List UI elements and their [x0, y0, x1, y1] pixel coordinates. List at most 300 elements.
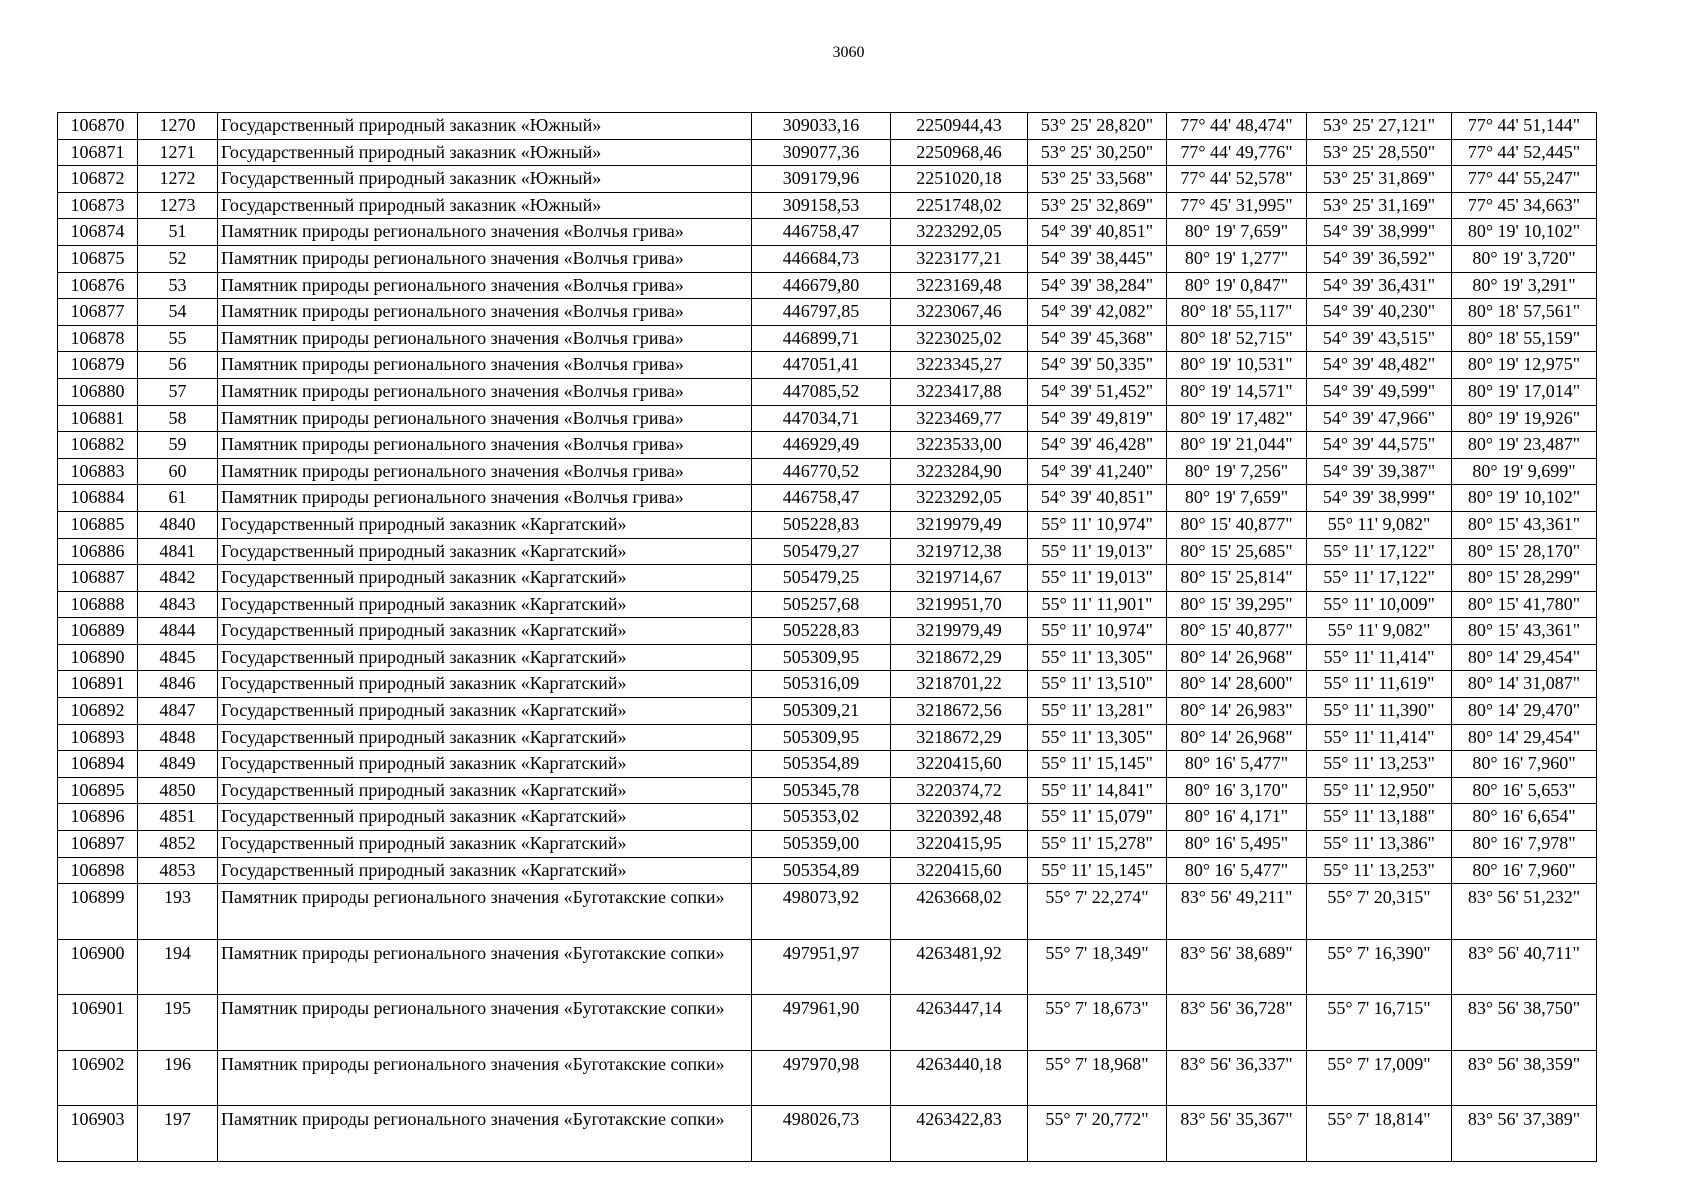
longitude-2-cell: 83° 56' 40,711" — [1452, 939, 1597, 995]
x-coordinate-cell: 446797,85 — [752, 299, 891, 326]
point-number-cell: 4844 — [138, 618, 218, 645]
coordinates-table — [57, 112, 1597, 1162]
longitude-2-cell: 80° 14' 31,087" — [1452, 671, 1597, 698]
record-number-cell: 106883 — [58, 458, 138, 485]
x-coordinate-cell: 497961,90 — [752, 995, 891, 1051]
latitude-1-cell: 54° 39' 45,368" — [1028, 325, 1167, 352]
y-coordinate-cell: 3218701,22 — [891, 671, 1028, 698]
object-name-cell: Памятник природы регионального значения «Волчья грива» — [218, 219, 752, 246]
longitude-1-cell: 83° 56' 36,337" — [1167, 1050, 1307, 1106]
longitude-2-cell: 80° 16' 7,960" — [1452, 857, 1597, 884]
object-name-cell: Государственный природный заказник «Южный» — [218, 139, 752, 166]
point-number-cell: 4851 — [138, 804, 218, 831]
point-number-cell: 1271 — [138, 139, 218, 166]
y-coordinate-cell: 3223025,02 — [891, 325, 1028, 352]
latitude-1-cell: 55° 7' 18,673" — [1028, 995, 1167, 1051]
y-coordinate-cell: 2251748,02 — [891, 192, 1028, 219]
table-row — [58, 831, 1597, 858]
longitude-2-cell: 83° 56' 37,389" — [1452, 1106, 1597, 1162]
longitude-2-cell: 80° 16' 7,960" — [1452, 751, 1597, 778]
x-coordinate-cell: 505345,78 — [752, 777, 891, 804]
record-number-cell: 106871 — [58, 139, 138, 166]
record-number-cell: 106874 — [58, 219, 138, 246]
point-number-cell: 1270 — [138, 113, 218, 140]
latitude-1-cell: 53° 25' 30,250" — [1028, 139, 1167, 166]
longitude-2-cell: 83° 56' 38,359" — [1452, 1050, 1597, 1106]
longitude-1-cell: 77° 44' 52,578" — [1167, 166, 1307, 193]
object-name-cell: Памятник природы регионального значения «Волчья грива» — [218, 325, 752, 352]
point-number-cell: 194 — [138, 939, 218, 995]
record-number-cell: 106877 — [58, 299, 138, 326]
longitude-2-cell: 80° 19' 3,720" — [1452, 245, 1597, 272]
point-number-cell: 4847 — [138, 698, 218, 725]
x-coordinate-cell: 446758,47 — [752, 485, 891, 512]
record-number-cell: 106898 — [58, 857, 138, 884]
x-coordinate-cell: 498073,92 — [752, 884, 891, 940]
table-row — [58, 777, 1597, 804]
latitude-1-cell: 54° 39' 50,335" — [1028, 352, 1167, 379]
table-row — [58, 245, 1597, 272]
longitude-2-cell: 80° 15' 28,299" — [1452, 565, 1597, 592]
longitude-1-cell: 83° 56' 36,728" — [1167, 995, 1307, 1051]
y-coordinate-cell: 2251020,18 — [891, 166, 1028, 193]
point-number-cell: 57 — [138, 378, 218, 405]
latitude-1-cell: 55° 11' 13,305" — [1028, 644, 1167, 671]
latitude-1-cell: 55° 11' 13,305" — [1028, 724, 1167, 751]
x-coordinate-cell: 447051,41 — [752, 352, 891, 379]
latitude-2-cell: 55° 11' 13,253" — [1307, 751, 1452, 778]
object-name-cell: Государственный природный заказник «Каргатский» — [218, 538, 752, 565]
y-coordinate-cell: 3219712,38 — [891, 538, 1028, 565]
longitude-1-cell: 80° 16' 5,495" — [1167, 831, 1307, 858]
x-coordinate-cell: 446758,47 — [752, 219, 891, 246]
longitude-2-cell: 80° 16' 7,978" — [1452, 831, 1597, 858]
latitude-2-cell: 55° 11' 13,188" — [1307, 804, 1452, 831]
longitude-2-cell: 77° 45' 34,663" — [1452, 192, 1597, 219]
point-number-cell: 4846 — [138, 671, 218, 698]
latitude-2-cell: 54° 39' 47,966" — [1307, 405, 1452, 432]
table-row — [58, 432, 1597, 459]
latitude-2-cell: 55° 11' 17,122" — [1307, 538, 1452, 565]
latitude-1-cell: 55° 11' 15,079" — [1028, 804, 1167, 831]
point-number-cell: 61 — [138, 485, 218, 512]
point-number-cell: 53 — [138, 272, 218, 299]
latitude-2-cell: 54° 39' 36,592" — [1307, 245, 1452, 272]
table-row — [58, 352, 1597, 379]
x-coordinate-cell: 446929,49 — [752, 432, 891, 459]
point-number-cell: 4849 — [138, 751, 218, 778]
longitude-1-cell: 80° 19' 7,659" — [1167, 219, 1307, 246]
point-number-cell: 58 — [138, 405, 218, 432]
latitude-2-cell: 54° 39' 38,999" — [1307, 485, 1452, 512]
record-number-cell: 106872 — [58, 166, 138, 193]
record-number-cell: 106896 — [58, 804, 138, 831]
longitude-1-cell: 80° 16' 5,477" — [1167, 751, 1307, 778]
latitude-1-cell: 55° 11' 19,013" — [1028, 565, 1167, 592]
longitude-1-cell: 80° 15' 40,877" — [1167, 511, 1307, 538]
object-name-cell: Памятник природы регионального значения «Буготакские сопки» — [218, 995, 752, 1051]
y-coordinate-cell: 3223533,00 — [891, 432, 1028, 459]
record-number-cell: 106889 — [58, 618, 138, 645]
point-number-cell: 4842 — [138, 565, 218, 592]
y-coordinate-cell: 3219979,49 — [891, 618, 1028, 645]
latitude-2-cell: 54° 39' 38,999" — [1307, 219, 1452, 246]
longitude-1-cell: 83° 56' 49,211" — [1167, 884, 1307, 940]
y-coordinate-cell: 3223169,48 — [891, 272, 1028, 299]
longitude-2-cell: 80° 15' 43,361" — [1452, 511, 1597, 538]
longitude-1-cell: 80° 14' 28,600" — [1167, 671, 1307, 698]
object-name-cell: Памятник природы регионального значения «Волчья грива» — [218, 299, 752, 326]
object-name-cell: Памятник природы регионального значения «Буготакские сопки» — [218, 1106, 752, 1162]
longitude-2-cell: 80° 14' 29,454" — [1452, 644, 1597, 671]
x-coordinate-cell: 505309,95 — [752, 644, 891, 671]
record-number-cell: 106903 — [58, 1106, 138, 1162]
x-coordinate-cell: 497970,98 — [752, 1050, 891, 1106]
record-number-cell: 106894 — [58, 751, 138, 778]
object-name-cell: Памятник природы регионального значения «Волчья грива» — [218, 432, 752, 459]
latitude-1-cell: 55° 11' 11,901" — [1028, 591, 1167, 618]
x-coordinate-cell: 505228,83 — [752, 618, 891, 645]
x-coordinate-cell: 309077,36 — [752, 139, 891, 166]
y-coordinate-cell: 4263422,83 — [891, 1106, 1028, 1162]
latitude-2-cell: 54° 39' 44,575" — [1307, 432, 1452, 459]
latitude-2-cell: 55° 11' 11,619" — [1307, 671, 1452, 698]
longitude-1-cell: 80° 16' 5,477" — [1167, 857, 1307, 884]
x-coordinate-cell: 446770,52 — [752, 458, 891, 485]
table-row — [58, 995, 1597, 1051]
latitude-2-cell: 53° 25' 28,550" — [1307, 139, 1452, 166]
y-coordinate-cell: 4263481,92 — [891, 939, 1028, 995]
latitude-1-cell: 55° 11' 15,278" — [1028, 831, 1167, 858]
record-number-cell: 106880 — [58, 378, 138, 405]
point-number-cell: 59 — [138, 432, 218, 459]
longitude-2-cell: 80° 19' 10,102" — [1452, 219, 1597, 246]
object-name-cell: Памятник природы регионального значения «Волчья грива» — [218, 405, 752, 432]
longitude-2-cell: 80° 16' 5,653" — [1452, 777, 1597, 804]
y-coordinate-cell: 3218672,29 — [891, 644, 1028, 671]
longitude-1-cell: 80° 14' 26,968" — [1167, 724, 1307, 751]
point-number-cell: 55 — [138, 325, 218, 352]
longitude-1-cell: 83° 56' 38,689" — [1167, 939, 1307, 995]
longitude-1-cell: 80° 16' 4,171" — [1167, 804, 1307, 831]
longitude-1-cell: 80° 15' 40,877" — [1167, 618, 1307, 645]
latitude-1-cell: 54° 39' 46,428" — [1028, 432, 1167, 459]
table-row — [58, 113, 1597, 140]
latitude-1-cell: 54° 39' 42,082" — [1028, 299, 1167, 326]
record-number-cell: 106893 — [58, 724, 138, 751]
latitude-2-cell: 55° 11' 11,390" — [1307, 698, 1452, 725]
record-number-cell: 106879 — [58, 352, 138, 379]
record-number-cell: 106884 — [58, 485, 138, 512]
point-number-cell: 197 — [138, 1106, 218, 1162]
longitude-2-cell: 80° 19' 12,975" — [1452, 352, 1597, 379]
table-row — [58, 1050, 1597, 1106]
longitude-1-cell: 77° 44' 48,474" — [1167, 113, 1307, 140]
table-row — [58, 458, 1597, 485]
record-number-cell: 106892 — [58, 698, 138, 725]
latitude-2-cell: 55° 11' 9,082" — [1307, 511, 1452, 538]
x-coordinate-cell: 447034,71 — [752, 405, 891, 432]
object-name-cell: Памятник природы регионального значения «Волчья грива» — [218, 485, 752, 512]
latitude-1-cell: 54° 39' 49,819" — [1028, 405, 1167, 432]
latitude-1-cell: 54° 39' 40,851" — [1028, 219, 1167, 246]
longitude-2-cell: 80° 16' 6,654" — [1452, 804, 1597, 831]
latitude-2-cell: 55° 11' 10,009" — [1307, 591, 1452, 618]
latitude-2-cell: 55° 11' 12,950" — [1307, 777, 1452, 804]
table-row — [58, 192, 1597, 219]
latitude-1-cell: 54° 39' 38,445" — [1028, 245, 1167, 272]
latitude-1-cell: 55° 7' 20,772" — [1028, 1106, 1167, 1162]
record-number-cell: 106870 — [58, 113, 138, 140]
record-number-cell: 106873 — [58, 192, 138, 219]
longitude-2-cell: 80° 14' 29,454" — [1452, 724, 1597, 751]
x-coordinate-cell: 446679,80 — [752, 272, 891, 299]
y-coordinate-cell: 2250944,43 — [891, 113, 1028, 140]
longitude-2-cell: 77° 44' 52,445" — [1452, 139, 1597, 166]
y-coordinate-cell: 3219951,70 — [891, 591, 1028, 618]
object-name-cell: Государственный природный заказник «Каргатский» — [218, 618, 752, 645]
longitude-1-cell: 80° 19' 7,659" — [1167, 485, 1307, 512]
longitude-1-cell: 80° 19' 17,482" — [1167, 405, 1307, 432]
latitude-1-cell: 55° 11' 14,841" — [1028, 777, 1167, 804]
table-row — [58, 272, 1597, 299]
y-coordinate-cell: 2250968,46 — [891, 139, 1028, 166]
object-name-cell: Памятник природы регионального значения «Волчья грива» — [218, 272, 752, 299]
table-row — [58, 511, 1597, 538]
object-name-cell: Памятник природы регионального значения «Волчья грива» — [218, 352, 752, 379]
record-number-cell: 106891 — [58, 671, 138, 698]
x-coordinate-cell: 505309,95 — [752, 724, 891, 751]
longitude-1-cell: 80° 15' 39,295" — [1167, 591, 1307, 618]
table-row — [58, 325, 1597, 352]
object-name-cell: Государственный природный заказник «Каргатский» — [218, 644, 752, 671]
record-number-cell: 106878 — [58, 325, 138, 352]
longitude-1-cell: 80° 19' 0,847" — [1167, 272, 1307, 299]
x-coordinate-cell: 505479,25 — [752, 565, 891, 592]
record-number-cell: 106881 — [58, 405, 138, 432]
y-coordinate-cell: 3223284,90 — [891, 458, 1028, 485]
point-number-cell: 51 — [138, 219, 218, 246]
latitude-1-cell: 54° 39' 38,284" — [1028, 272, 1167, 299]
object-name-cell: Государственный природный заказник «Южный» — [218, 166, 752, 193]
table-row — [58, 565, 1597, 592]
y-coordinate-cell: 3218672,29 — [891, 724, 1028, 751]
table-row — [58, 939, 1597, 995]
table-row — [58, 884, 1597, 940]
latitude-2-cell: 55° 11' 13,253" — [1307, 857, 1452, 884]
record-number-cell: 106887 — [58, 565, 138, 592]
latitude-2-cell: 55° 7' 16,390" — [1307, 939, 1452, 995]
latitude-2-cell: 54° 39' 48,482" — [1307, 352, 1452, 379]
point-number-cell: 4848 — [138, 724, 218, 751]
point-number-cell: 4852 — [138, 831, 218, 858]
table-row — [58, 1106, 1597, 1162]
point-number-cell: 4845 — [138, 644, 218, 671]
longitude-2-cell: 80° 15' 28,170" — [1452, 538, 1597, 565]
longitude-2-cell: 83° 56' 51,232" — [1452, 884, 1597, 940]
longitude-2-cell: 80° 15' 41,780" — [1452, 591, 1597, 618]
object-name-cell: Государственный природный заказник «Каргатский» — [218, 804, 752, 831]
longitude-1-cell: 80° 18' 52,715" — [1167, 325, 1307, 352]
longitude-1-cell: 80° 19' 7,256" — [1167, 458, 1307, 485]
longitude-2-cell: 77° 44' 51,144" — [1452, 113, 1597, 140]
table-body — [58, 113, 1597, 1162]
latitude-2-cell: 54° 39' 40,230" — [1307, 299, 1452, 326]
latitude-1-cell: 55° 7' 18,349" — [1028, 939, 1167, 995]
table-row — [58, 166, 1597, 193]
object-name-cell: Памятник природы регионального значения «Буготакские сопки» — [218, 884, 752, 940]
record-number-cell: 106875 — [58, 245, 138, 272]
latitude-2-cell: 53° 25' 31,169" — [1307, 192, 1452, 219]
longitude-1-cell: 80° 15' 25,814" — [1167, 565, 1307, 592]
table-row — [58, 538, 1597, 565]
latitude-2-cell: 55° 11' 9,082" — [1307, 618, 1452, 645]
longitude-1-cell: 80° 14' 26,968" — [1167, 644, 1307, 671]
longitude-2-cell: 80° 19' 9,699" — [1452, 458, 1597, 485]
latitude-1-cell: 55° 11' 15,145" — [1028, 751, 1167, 778]
record-number-cell: 106890 — [58, 644, 138, 671]
x-coordinate-cell: 447085,52 — [752, 378, 891, 405]
object-name-cell: Государственный природный заказник «Каргатский» — [218, 671, 752, 698]
latitude-1-cell: 55° 11' 10,974" — [1028, 511, 1167, 538]
longitude-1-cell: 80° 19' 14,571" — [1167, 378, 1307, 405]
record-number-cell: 106901 — [58, 995, 138, 1051]
table-row — [58, 857, 1597, 884]
object-name-cell: Памятник природы регионального значения «Волчья грива» — [218, 245, 752, 272]
table-row — [58, 378, 1597, 405]
point-number-cell: 193 — [138, 884, 218, 940]
object-name-cell: Памятник природы регионального значения «Волчья грива» — [218, 378, 752, 405]
object-name-cell: Государственный природный заказник «Каргатский» — [218, 698, 752, 725]
y-coordinate-cell: 3220415,95 — [891, 831, 1028, 858]
longitude-1-cell: 83° 56' 35,367" — [1167, 1106, 1307, 1162]
record-number-cell: 106897 — [58, 831, 138, 858]
latitude-2-cell: 53° 25' 31,869" — [1307, 166, 1452, 193]
longitude-1-cell: 80° 16' 3,170" — [1167, 777, 1307, 804]
table-row — [58, 139, 1597, 166]
object-name-cell: Памятник природы регионального значения «Буготакские сопки» — [218, 939, 752, 995]
x-coordinate-cell: 309179,96 — [752, 166, 891, 193]
latitude-2-cell: 54° 39' 43,515" — [1307, 325, 1452, 352]
longitude-2-cell: 80° 18' 55,159" — [1452, 325, 1597, 352]
table-row — [58, 671, 1597, 698]
latitude-1-cell: 53° 25' 33,568" — [1028, 166, 1167, 193]
latitude-2-cell: 53° 25' 27,121" — [1307, 113, 1452, 140]
x-coordinate-cell: 497951,97 — [752, 939, 891, 995]
latitude-1-cell: 55° 7' 22,274" — [1028, 884, 1167, 940]
y-coordinate-cell: 4263668,02 — [891, 884, 1028, 940]
object-name-cell: Государственный природный заказник «Каргатский» — [218, 777, 752, 804]
record-number-cell: 106886 — [58, 538, 138, 565]
point-number-cell: 52 — [138, 245, 218, 272]
y-coordinate-cell: 3223417,88 — [891, 378, 1028, 405]
object-name-cell: Государственный природный заказник «Южный» — [218, 113, 752, 140]
table-row — [58, 591, 1597, 618]
x-coordinate-cell: 505309,21 — [752, 698, 891, 725]
longitude-1-cell: 80° 19' 21,044" — [1167, 432, 1307, 459]
longitude-2-cell: 77° 44' 55,247" — [1452, 166, 1597, 193]
record-number-cell: 106895 — [58, 777, 138, 804]
longitude-1-cell: 77° 44' 49,776" — [1167, 139, 1307, 166]
point-number-cell: 60 — [138, 458, 218, 485]
y-coordinate-cell: 4263440,18 — [891, 1050, 1028, 1106]
y-coordinate-cell: 4263447,14 — [891, 995, 1028, 1051]
record-number-cell: 106888 — [58, 591, 138, 618]
x-coordinate-cell: 505228,83 — [752, 511, 891, 538]
record-number-cell: 106900 — [58, 939, 138, 995]
y-coordinate-cell: 3218672,56 — [891, 698, 1028, 725]
latitude-2-cell: 55° 11' 13,386" — [1307, 831, 1452, 858]
x-coordinate-cell: 505353,02 — [752, 804, 891, 831]
y-coordinate-cell: 3223292,05 — [891, 219, 1028, 246]
x-coordinate-cell: 505257,68 — [752, 591, 891, 618]
point-number-cell: 4850 — [138, 777, 218, 804]
x-coordinate-cell: 498026,73 — [752, 1106, 891, 1162]
longitude-2-cell: 80° 19' 17,014" — [1452, 378, 1597, 405]
longitude-2-cell: 80° 18' 57,561" — [1452, 299, 1597, 326]
object-name-cell: Государственный природный заказник «Каргатский» — [218, 565, 752, 592]
object-name-cell: Памятник природы регионального значения «Буготакские сопки» — [218, 1050, 752, 1106]
y-coordinate-cell: 3219979,49 — [891, 511, 1028, 538]
object-name-cell: Государственный природный заказник «Каргатский» — [218, 724, 752, 751]
latitude-2-cell: 54° 39' 39,387" — [1307, 458, 1452, 485]
latitude-2-cell: 55° 7' 17,009" — [1307, 1050, 1452, 1106]
longitude-1-cell: 80° 14' 26,983" — [1167, 698, 1307, 725]
y-coordinate-cell: 3220415,60 — [891, 751, 1028, 778]
y-coordinate-cell: 3223469,77 — [891, 405, 1028, 432]
table-row — [58, 804, 1597, 831]
latitude-2-cell: 54° 39' 36,431" — [1307, 272, 1452, 299]
y-coordinate-cell: 3223177,21 — [891, 245, 1028, 272]
point-number-cell: 1272 — [138, 166, 218, 193]
y-coordinate-cell: 3220415,60 — [891, 857, 1028, 884]
y-coordinate-cell: 3223067,46 — [891, 299, 1028, 326]
record-number-cell: 106885 — [58, 511, 138, 538]
longitude-2-cell: 80° 19' 10,102" — [1452, 485, 1597, 512]
point-number-cell: 4843 — [138, 591, 218, 618]
longitude-2-cell: 80° 19' 3,291" — [1452, 272, 1597, 299]
x-coordinate-cell: 446899,71 — [752, 325, 891, 352]
latitude-1-cell: 55° 11' 15,145" — [1028, 857, 1167, 884]
latitude-2-cell: 55° 7' 20,315" — [1307, 884, 1452, 940]
latitude-1-cell: 55° 11' 13,281" — [1028, 698, 1167, 725]
x-coordinate-cell: 505354,89 — [752, 751, 891, 778]
table-row — [58, 751, 1597, 778]
latitude-2-cell: 55° 11' 11,414" — [1307, 724, 1452, 751]
table-row — [58, 485, 1597, 512]
longitude-1-cell: 80° 18' 55,117" — [1167, 299, 1307, 326]
latitude-2-cell: 55° 11' 11,414" — [1307, 644, 1452, 671]
record-number-cell: 106899 — [58, 884, 138, 940]
x-coordinate-cell: 309158,53 — [752, 192, 891, 219]
longitude-1-cell: 80° 15' 25,685" — [1167, 538, 1307, 565]
point-number-cell: 4853 — [138, 857, 218, 884]
table-row — [58, 219, 1597, 246]
object-name-cell: Государственный природный заказник «Каргатский» — [218, 751, 752, 778]
table-row — [58, 644, 1597, 671]
point-number-cell: 54 — [138, 299, 218, 326]
table-row — [58, 299, 1597, 326]
point-number-cell: 196 — [138, 1050, 218, 1106]
longitude-1-cell: 77° 45' 31,995" — [1167, 192, 1307, 219]
latitude-2-cell: 55° 7' 16,715" — [1307, 995, 1452, 1051]
point-number-cell: 1273 — [138, 192, 218, 219]
point-number-cell: 195 — [138, 995, 218, 1051]
y-coordinate-cell: 3223292,05 — [891, 485, 1028, 512]
object-name-cell: Памятник природы регионального значения «Волчья грива» — [218, 458, 752, 485]
longitude-2-cell: 83° 56' 38,750" — [1452, 995, 1597, 1051]
record-number-cell: 106882 — [58, 432, 138, 459]
